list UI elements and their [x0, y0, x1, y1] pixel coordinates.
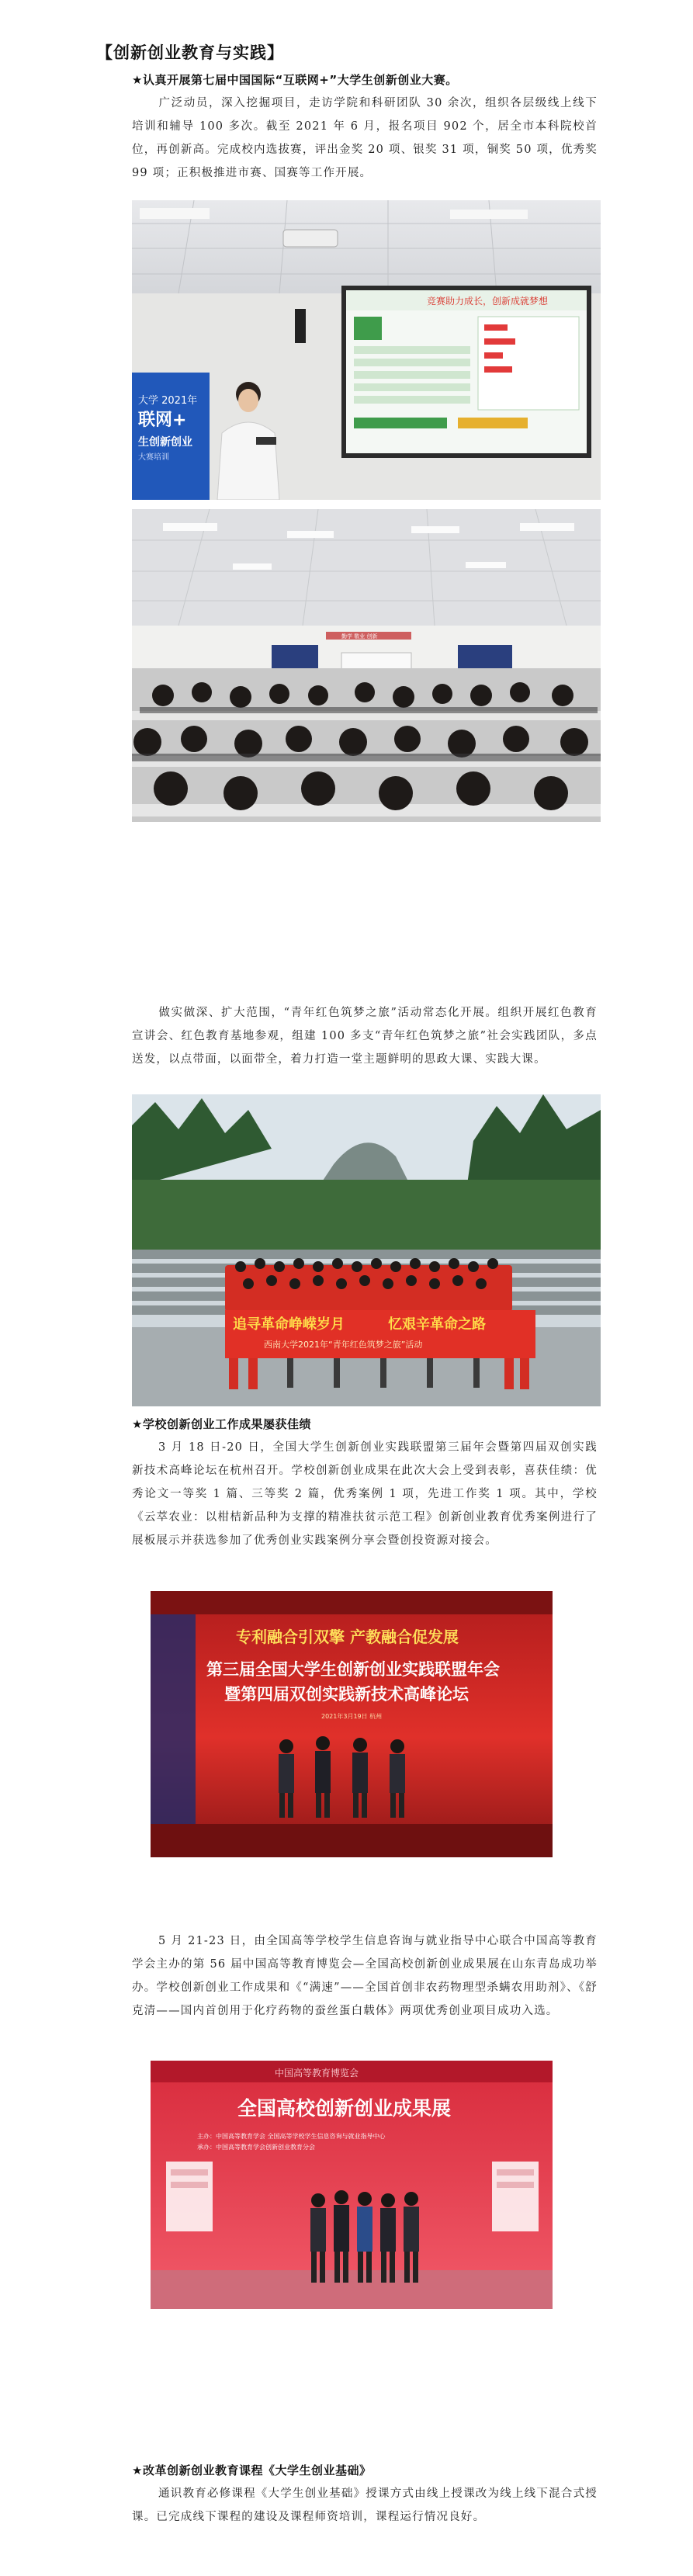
expo-header: 中国高等教育博览会	[275, 2068, 359, 2078]
red-journey-text: 做实做深、扩大范围，“青年红色筑梦之旅”活动常态化开展。组织开展红色教育宣讲会、红色教育基地参观，组建 100 多支“青年红色筑梦之旅”社会实践团队，多点送发，以点带面，以面带全，着力打造一堂主题鲜明的思政大课、实践大课。	[132, 1007, 598, 1066]
banner-line-3: 生创新创业	[138, 436, 192, 449]
achievements-text-2: 5 月 21-23 日，由全国高等学校学生信息咨询与就业指导中心联合中国高等教育学会主办的第 56 届中国高等教育博览会—全国高校创新创业成果展在山东青岛成功举办。学校创新创业工作成果和《“满速”——全国首创非农药物理型杀螨农用助剂》、《舒克清——国内首创用于化疗药物的蚕丝蛋白载体》两项优秀创业项目成功入选。	[132, 1935, 598, 2017]
group-photo	[132, 1094, 601, 1406]
course-reform-text: 通识教育必修课程《大学生创业基础》授课方式由线上授课改为线上线下混合式授课。已完成线下课程的建设及课程师资培训，课程运行情况良好。	[132, 2488, 598, 2523]
banner-line-4: 大赛培训	[138, 453, 169, 462]
banner-slogan-right: 忆艰辛革命之路	[388, 1316, 486, 1333]
banner-line-1: 大学 2021年	[138, 395, 198, 407]
achievements-heading: ★学校创新创业工作成果屡获佳绩	[132, 1417, 311, 1431]
annual-meeting-photo-graphic	[151, 1591, 553, 1857]
expo-organizer-2: 承办：中国高等教育学会创新创业教育分会	[197, 2144, 315, 2151]
expo-organizer-1: 主办：中国高等教育学会 全国高等学校学生信息咨询与就业指导中心	[197, 2133, 386, 2140]
meeting-title-1: 第三届全国大学生创新创业实践联盟年会	[206, 1660, 500, 1679]
meeting-slogan: 专利融合引双擎 产教融合促发展	[236, 1628, 459, 1646]
internet-plus-paragraph	[132, 92, 598, 185]
expo-photo-graphic	[151, 2061, 553, 2309]
achievements-text-1: 3 月 18 日-20 日，全国大学生创新创业实践联盟第三届年会暨第四届双创实践新技术高峰论坛在杭州召开。学校创新创业成果在此次大会上受到表彰，喜获佳绩：优秀论文一等奖 1 篇、三等奖 2 篇，优秀案例 1 项，先进工作奖 1 项。其中，学校《云萃农业：以柑桔新品种为支撑的精准扶贫示范工程》创新创业教育优秀案例进行了展板展示并获选参加了优秀创业实践案例分享会暨创投资源对接会。	[132, 1441, 598, 1547]
screen-slide-title: 竞赛助力成长，创新成就梦想	[427, 296, 549, 307]
banner-subtitle: 西南大学2021年“青年红色筑梦之旅”活动	[264, 1340, 423, 1350]
course-reform-heading: ★改革创新创业教育课程《大学生创业基础》	[132, 2463, 372, 2477]
lecture-photo	[132, 200, 601, 500]
banner-line-2: 联网+	[138, 411, 187, 430]
achievements-paragraph-2	[132, 1929, 598, 2023]
red-journey-paragraph	[132, 1001, 598, 1071]
wall-slogan: 勤学 敬业 创新	[341, 633, 378, 640]
section-title: 【创新创业教育与实践】	[96, 43, 284, 62]
group-photo-graphic	[132, 1094, 601, 1406]
classroom-photo-graphic	[132, 509, 601, 822]
expo-title: 全国高校创新创业成果展	[237, 2097, 452, 2120]
meeting-date: 2021年3月19日 杭州	[321, 1713, 383, 1720]
classroom-photo	[132, 509, 601, 822]
internet-plus-text: 广泛动员，深入挖掘项目，走访学院和科研团队 30 余次，组织各层级线上线下培训和辅导 100 多次。截至 2021 年 6 月，报名项目 902 个，居全市本科院校首位，再创新高。完成校内选拔赛，评出金奖 20 项、银奖 31 项，铜奖 50 项，优秀奖 99 项；正积极推进市赛、国赛等工作开展。	[132, 97, 598, 179]
expo-photo	[151, 2061, 553, 2309]
meeting-title-2: 暨第四届双创实践新技术高峰论坛	[224, 1685, 469, 1704]
annual-meeting-photo	[151, 1591, 553, 1857]
internet-plus-heading: ★认真开展第七届中国国际“互联网+”大学生创新创业大赛。	[132, 73, 458, 87]
lecture-photo-graphic	[132, 200, 601, 500]
course-reform-paragraph	[132, 2482, 598, 2529]
banner-slogan-left: 追寻革命峥嵘岁月	[233, 1316, 345, 1333]
achievements-paragraph-1	[132, 1436, 598, 1552]
